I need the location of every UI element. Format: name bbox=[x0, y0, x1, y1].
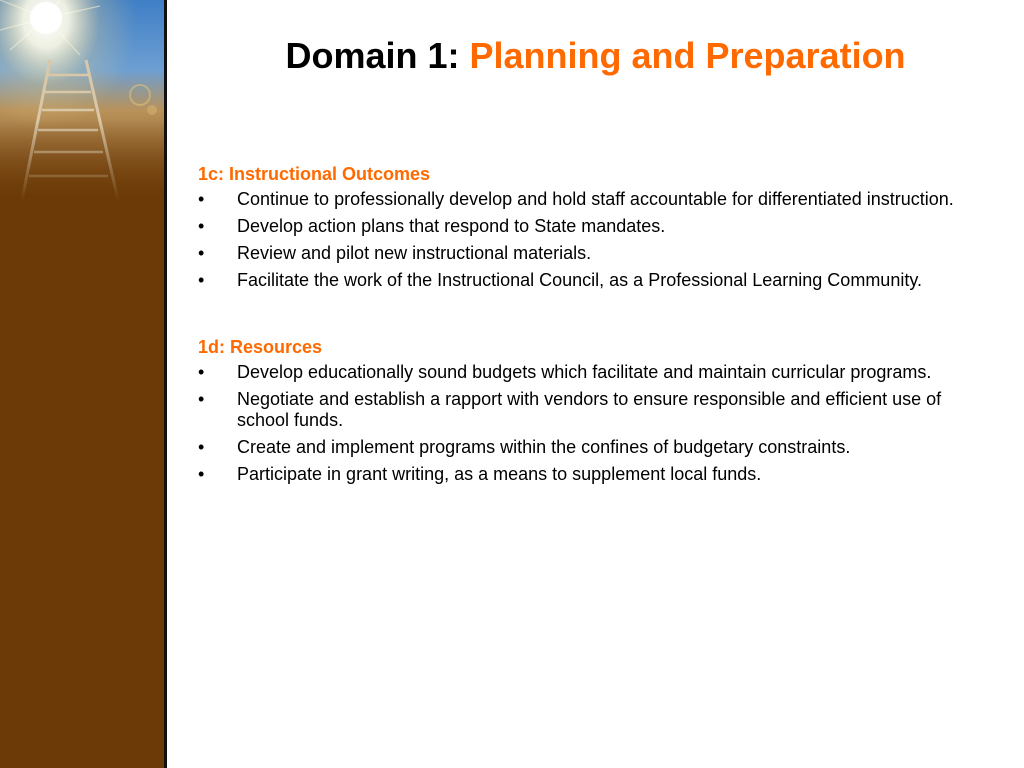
ladder-to-sun-image bbox=[0, 0, 164, 200]
bullet-item bbox=[198, 389, 998, 431]
section-instructional-outcomes bbox=[198, 163, 998, 291]
section-heading: 1d: Resources bbox=[198, 337, 323, 357]
slide-content bbox=[198, 163, 998, 491]
bullet-item bbox=[198, 270, 998, 291]
title-prefix: Domain 1: bbox=[285, 35, 470, 76]
section-resources bbox=[198, 336, 998, 485]
bullet-item bbox=[198, 189, 998, 210]
bullet-text: Create and implement programs within the confines of budgetary constraints. bbox=[237, 437, 851, 457]
bullet-text: Participate in grant writing, as a means to supplement local funds. bbox=[237, 464, 762, 484]
bullet-icon: • bbox=[198, 189, 205, 209]
sidebar-divider bbox=[164, 0, 167, 768]
bullet-list bbox=[198, 189, 998, 291]
bullet-item bbox=[198, 437, 998, 458]
bullet-icon: • bbox=[198, 464, 205, 484]
bullet-text: Develop educationally sound budgets which facilitate and maintain curricular programs. bbox=[237, 362, 932, 382]
bullet-text: Develop action plans that respond to State mandates. bbox=[237, 216, 666, 236]
bullet-list bbox=[198, 362, 998, 485]
bullet-icon: • bbox=[198, 243, 205, 263]
bullet-item bbox=[198, 464, 998, 485]
title-accent: Planning and Preparation bbox=[469, 35, 906, 76]
sidebar-decoration bbox=[0, 0, 164, 768]
section-heading: 1c: Instructional Outcomes bbox=[198, 164, 431, 184]
slide-title bbox=[167, 34, 1024, 78]
bullet-item bbox=[198, 362, 998, 383]
bullet-item bbox=[198, 216, 998, 237]
bullet-icon: • bbox=[198, 270, 205, 290]
bullet-icon: • bbox=[198, 362, 205, 382]
bullet-text: Continue to professionally develop and hold staff accountable for differentiated instruction. bbox=[237, 189, 954, 209]
bullet-icon: • bbox=[198, 389, 205, 409]
bullet-item bbox=[198, 243, 998, 264]
bullet-icon: • bbox=[198, 216, 205, 236]
bullet-text: Negotiate and establish a rapport with vendors to ensure responsible and efficient use of school funds. bbox=[237, 389, 942, 430]
bullet-text: Review and pilot new instructional materials. bbox=[237, 243, 592, 263]
bullet-text: Facilitate the work of the Instructional Council, as a Professional Learning Community. bbox=[237, 270, 922, 290]
bullet-icon: • bbox=[198, 437, 205, 457]
